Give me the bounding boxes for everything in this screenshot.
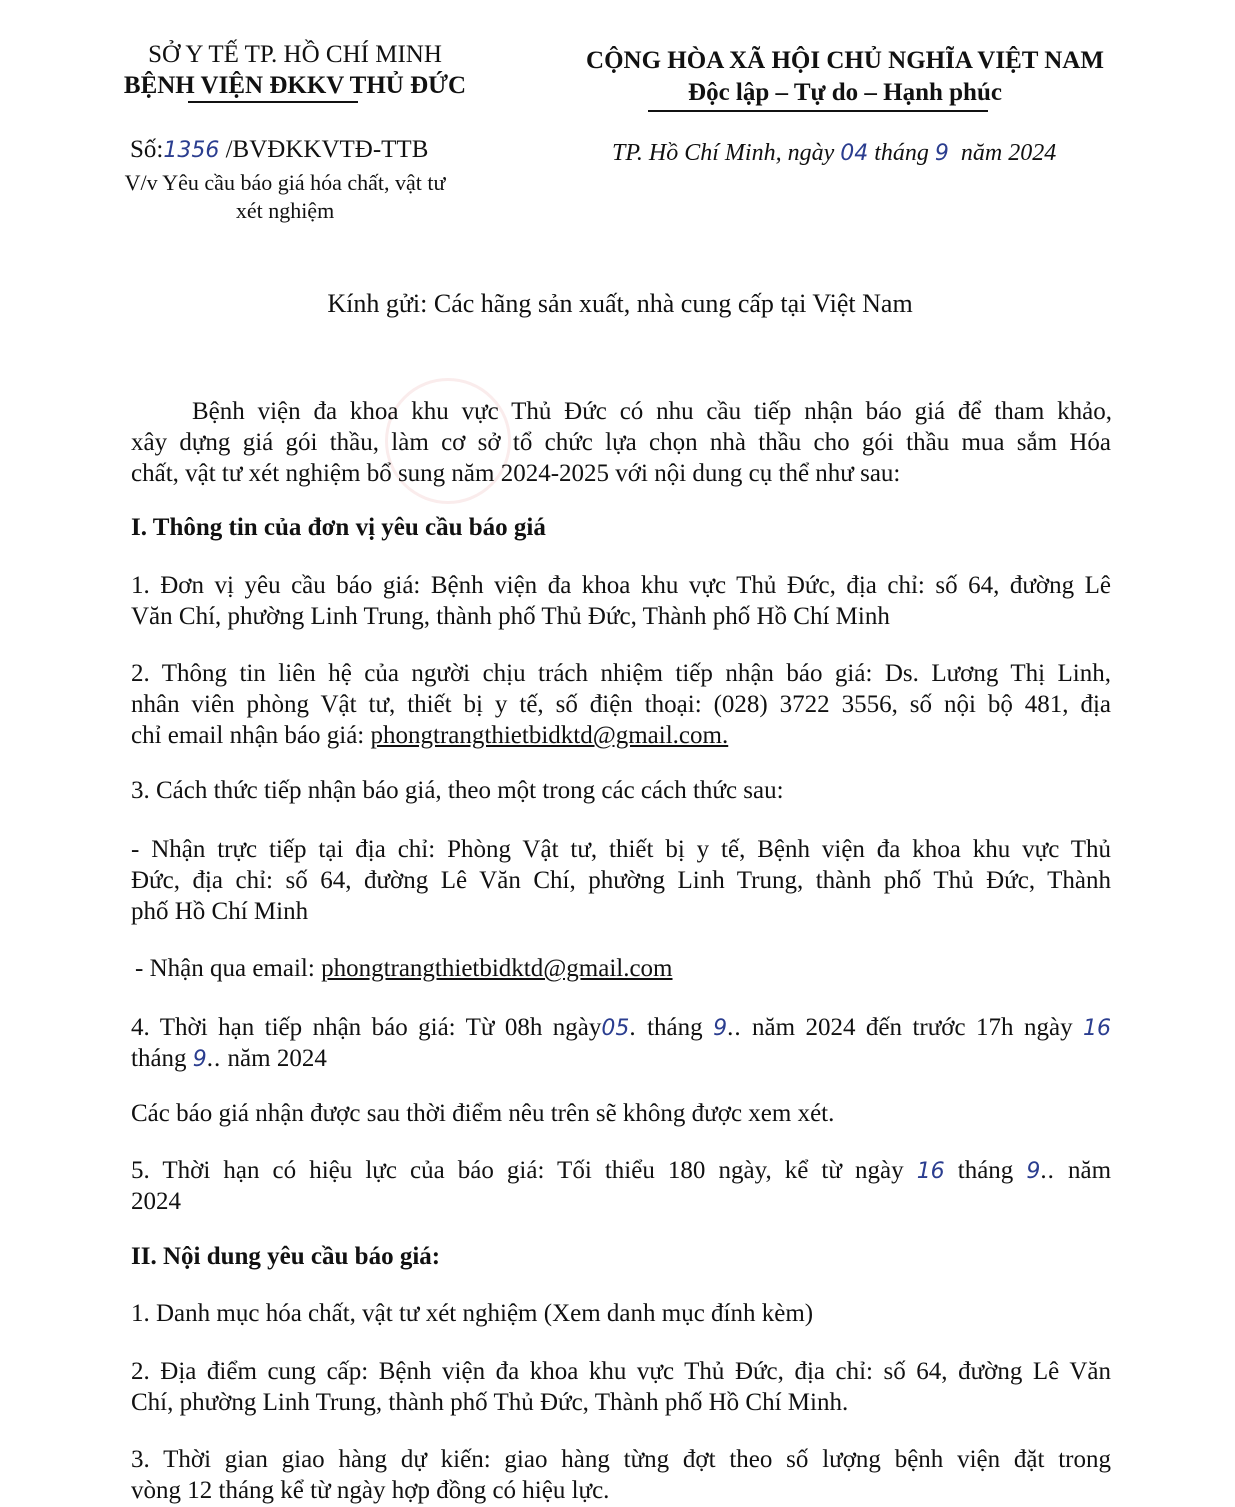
issue-date [612, 140, 1056, 167]
s1-item2-line1: 2. Thông tin liên hệ của người chịu trách nhiệm tiếp nhận báo giá: Ds. Lương Thị Linh, [131, 660, 1111, 687]
subject-line-2: xét nghiệm [235, 198, 335, 223]
intro-line-2: xây dựng giá gói thầu, làm cơ sở tổ chức lựa chọn nhà thầu cho gói thầu mua sắm Hóa [131, 429, 1111, 456]
s1-direct-line2: Đức, địa chỉ: số 64, đường Lê Văn Chí, phường Linh Trung, thành phố Thủ Đức, Thành [131, 867, 1111, 894]
s1-item5-line1: 5. Thời hạn có hiệu lực của báo giá: Tối thiểu 180 ngày, kể từ ngày 16 tháng 9.. năm [131, 1157, 1112, 1184]
subject-block [60, 169, 510, 225]
s1-direct-line1: - Nhận trực tiếp tại địa chỉ: Phòng Vật tư, thiết bị y tế, Bệnh viện đa khoa khu vực Thủ [131, 836, 1111, 863]
intro-line-3: chất, vật tư xét nghiệm bổ sung năm 2024-2025 với nội dung cụ thể như sau: [131, 460, 901, 487]
recipient-line: Kính gửi: Các hãng sản xuất, nhà cung cấp tại Việt Nam [327, 289, 913, 318]
s2-item2-line1: 2. Địa điểm cung cấp: Bệnh viện đa khoa khu vực Thủ Đức, địa chỉ: số 64, đường Lê Văn [131, 1358, 1111, 1385]
doc-no-prefix: Số: [130, 136, 164, 163]
s1-item4-line1: 4. Thời hạn tiếp nhận báo giá: Từ 08h ngày05. tháng 9.. năm 2024 đến trước 17h ngày 16 [131, 1014, 1112, 1041]
s1-item3: 3. Cách thức tiếp nhận báo giá, theo một trong các cách thức sau: [131, 777, 784, 804]
document-number [130, 136, 428, 164]
item5-month-handwritten: 9 [1026, 1159, 1041, 1184]
hospital-underline [188, 101, 358, 103]
s1-item5-text-b: tháng [957, 1157, 1014, 1184]
header-left-block [95, 40, 495, 102]
section-2-heading: II. Nội dung yêu cầu báo giá: [131, 1243, 441, 1270]
item4-day-from-handwritten: 05 [601, 1016, 630, 1041]
contact-email-link[interactable]: phongtrangthietbidktd@gmail.com. [370, 722, 729, 749]
date-month-label: tháng [874, 140, 929, 166]
intro-line-1: Bệnh viện đa khoa khu vực Thủ Đức có nhu cầu tiếp nhận báo giá để tham khảo, [192, 398, 1112, 425]
quote-email-link[interactable]: phongtrangthietbidktd@gmail.com [321, 955, 673, 982]
s1-item5-text-c: năm [1067, 1157, 1112, 1184]
date-month-handwritten: 9 [934, 141, 949, 166]
doc-no-handwritten: 1356 [163, 138, 220, 163]
item4-day-to-handwritten: 16 [1083, 1016, 1112, 1041]
s1-item2-line3 [131, 720, 1111, 751]
s1-item4-text-b: tháng [647, 1014, 703, 1041]
date-prefix: TP. Hồ Chí Minh, ngày [612, 140, 835, 166]
s1-item1-line1: 1. Đơn vị yêu cầu báo giá: Bệnh viện đa khoa khu vực Thủ Đức, địa chỉ: số 64, đường Lê [131, 572, 1111, 599]
section-1-heading: I. Thông tin của đơn vị yêu cầu báo giá [131, 514, 546, 541]
subject-line-1: V/v Yêu cầu báo giá hóa chất, vật tư [124, 170, 446, 195]
department-name: SỞ Y TẾ TP. HỒ CHÍ MINH [148, 41, 442, 68]
item4-month-from-handwritten: 9 [713, 1016, 728, 1041]
s2-item1: 1. Danh mục hóa chất, vật tư xét nghiệm (Xem danh mục đính kèm) [131, 1300, 814, 1327]
s1-note: Các báo giá nhận được sau thời điểm nêu trên sẽ không được xem xét. [131, 1100, 835, 1127]
date-day-handwritten: 04 [840, 141, 869, 166]
header-right-block [520, 44, 1170, 109]
s2-item2-line2: Chí, phường Linh Trung, thành phố Thủ Đức, Thành phố Hồ Chí Minh. [131, 1389, 849, 1416]
s1-item2-email-prefix: chỉ email nhận báo giá: [131, 722, 365, 749]
date-year: năm 2024 [960, 140, 1057, 166]
s1-item5-line2: 2024 [131, 1188, 181, 1215]
s1-item4-text-a: 4. Thời hạn tiếp nhận báo giá: Từ 08h ngày [131, 1014, 602, 1041]
s1-item2-line2: nhân viên phòng Vật tư, thiết bị y tế, số điện thoại: (028) 3722 3556, số nội bộ 481, địa [131, 691, 1111, 718]
national-motto: Độc lập – Tự do – Hạnh phúc [688, 79, 1002, 106]
s1-item4-text-d: tháng [131, 1045, 187, 1072]
item5-day-handwritten: 16 [916, 1159, 945, 1184]
s1-direct-line3: phố Hồ Chí Minh [131, 898, 309, 925]
s1-item1-line2: Văn Chí, phường Linh Trung, thành phố Thủ Đức, Thành phố Hồ Chí Minh [131, 603, 890, 630]
s1-email-line [135, 953, 1115, 984]
s1-item4-text-c: năm 2024 đến trước 17h ngày [752, 1014, 1073, 1041]
nation-title: CỘNG HÒA XÃ HỘI CHỦ NGHĨA VIỆT NAM [586, 47, 1104, 74]
s1-item4-text-e: năm 2024 [227, 1045, 327, 1072]
doc-no-suffix: /BVĐKKVTĐ-TTB [225, 136, 429, 163]
s1-item5-text-a: 5. Thời hạn có hiệu lực của báo giá: Tối thiểu 180 ngày, kể từ ngày [131, 1157, 904, 1184]
s1-item4-line2: tháng 9.. năm 2024 [131, 1045, 327, 1072]
s2-item3-line2: vòng 12 tháng kể từ ngày hợp đồng có hiệu lực. [131, 1477, 610, 1504]
s2-item3-line1: 3. Thời gian giao hàng dự kiến: giao hàng từng đợt theo số lượng bệnh viện đặt trong [131, 1446, 1111, 1473]
item4-month-to-handwritten: 9 [192, 1047, 207, 1072]
s1-email-prefix: - Nhận qua email: [135, 955, 315, 982]
hospital-name: BỆNH VIỆN ĐKKV THỦ ĐỨC [123, 72, 467, 99]
motto-underline [648, 110, 988, 112]
